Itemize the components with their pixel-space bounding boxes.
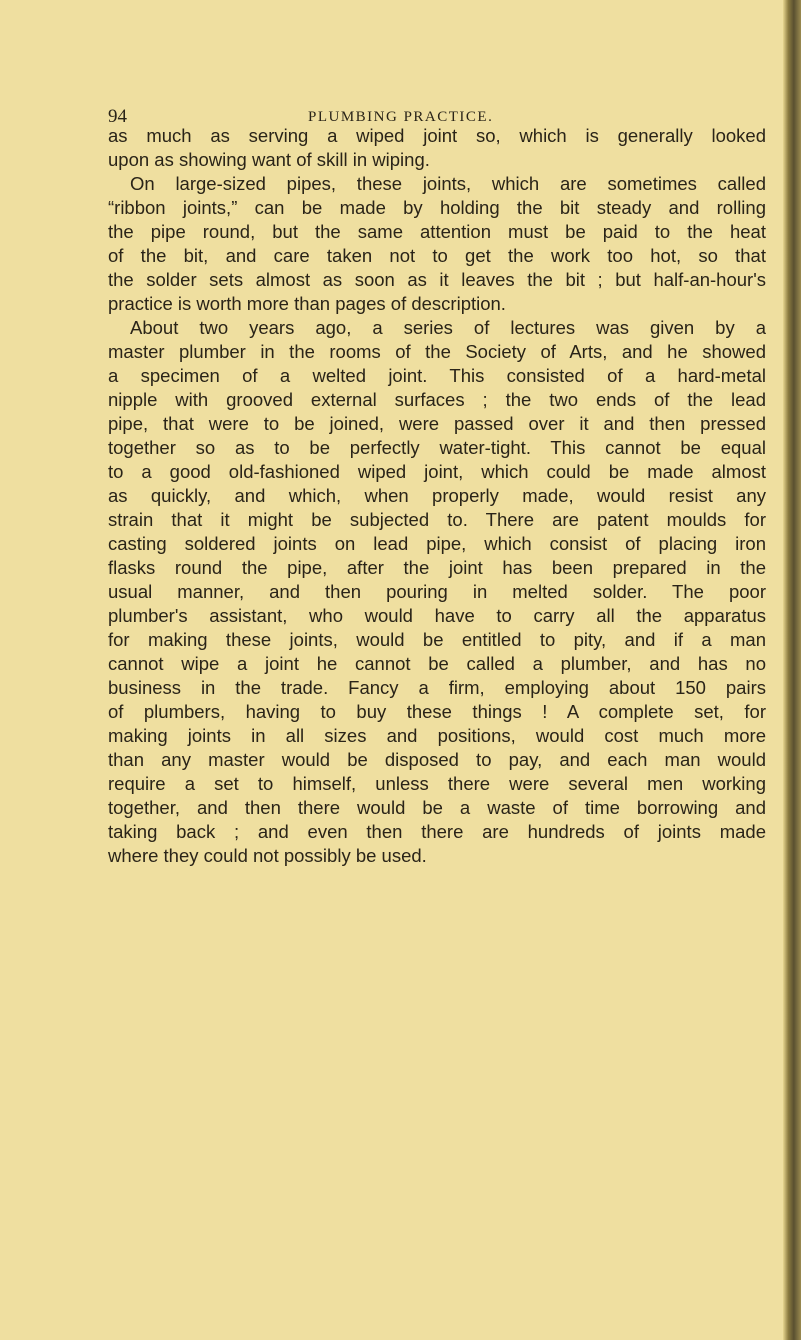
text-line: of the bit, and care taken not to get the work too hot, so that [108,245,766,266]
text-line: usual manner, and then pouring in melted solder. The poor [108,581,766,602]
text-line: making joints in all sizes and positions, would cost much more [108,725,766,746]
text-line: taking back ; and even then there are hundreds of joints made [108,821,766,842]
text-line: together so as to be perfectly water-tight. This cannot be equal [108,437,766,458]
text-line: About two years ago, a series of lectures was given by a [130,317,766,338]
text-line: cannot wipe a joint he cannot be called a plumber, and has no [108,653,766,674]
text-line: flasks round the pipe, after the joint has been prepared in the [108,557,766,578]
text-line: as much as serving a wiped joint so, which is generally looked [108,125,766,146]
text-line: the pipe round, but the same attention must be paid to the heat [108,221,766,242]
text-line: “ribbon joints,” can be made by holding the bit steady and rolling [108,197,766,218]
text-line: of plumbers, having to buy these things ! A complete set, for [108,701,766,722]
page-number: 94 [108,106,127,127]
text-line: nipple with grooved external surfaces ; the two ends of the lead [108,389,766,410]
text-line: to a good old-fashioned wiped joint, which could be made almost [108,461,766,482]
text-line: than any master would be disposed to pay, and each man would [108,749,766,770]
text-line: master plumber in the rooms of the Society of Arts, and he showed [108,341,766,362]
book-binding-edge [783,0,801,1340]
text-line: a specimen of a welted joint. This consisted of a hard-metal [108,365,766,386]
text-line: business in the trade. Fancy a firm, employing about 150 pairs [108,677,766,698]
text-line: where they could not possibly be used. [108,845,427,866]
text-line: pipe, that were to be joined, were passed over it and then pressed [108,413,766,434]
text-line: the solder sets almost as soon as it leaves the bit ; but half-an-hour's [108,269,766,290]
text-line: together, and then there would be a waste of time borrowing and [108,797,766,818]
text-line: plumber's assistant, who would have to carry all the apparatus [108,605,766,626]
text-line: On large-sized pipes, these joints, which are sometimes called [130,173,766,194]
text-line: strain that it might be subjected to. There are patent moulds for [108,509,766,530]
text-line: upon as showing want of skill in wiping. [108,149,430,170]
text-line: practice is worth more than pages of description. [108,293,506,314]
body-text [108,124,766,868]
running-title: PLUMBING PRACTICE. [308,109,494,125]
text-line: as quickly, and which, when properly made, would resist any [108,485,766,506]
text-line: for making these joints, would be entitled to pity, and if a man [108,629,766,650]
text-line: casting soldered joints on lead pipe, which consist of placing iron [108,533,766,554]
text-line: require a set to himself, unless there were several men working [108,773,766,794]
